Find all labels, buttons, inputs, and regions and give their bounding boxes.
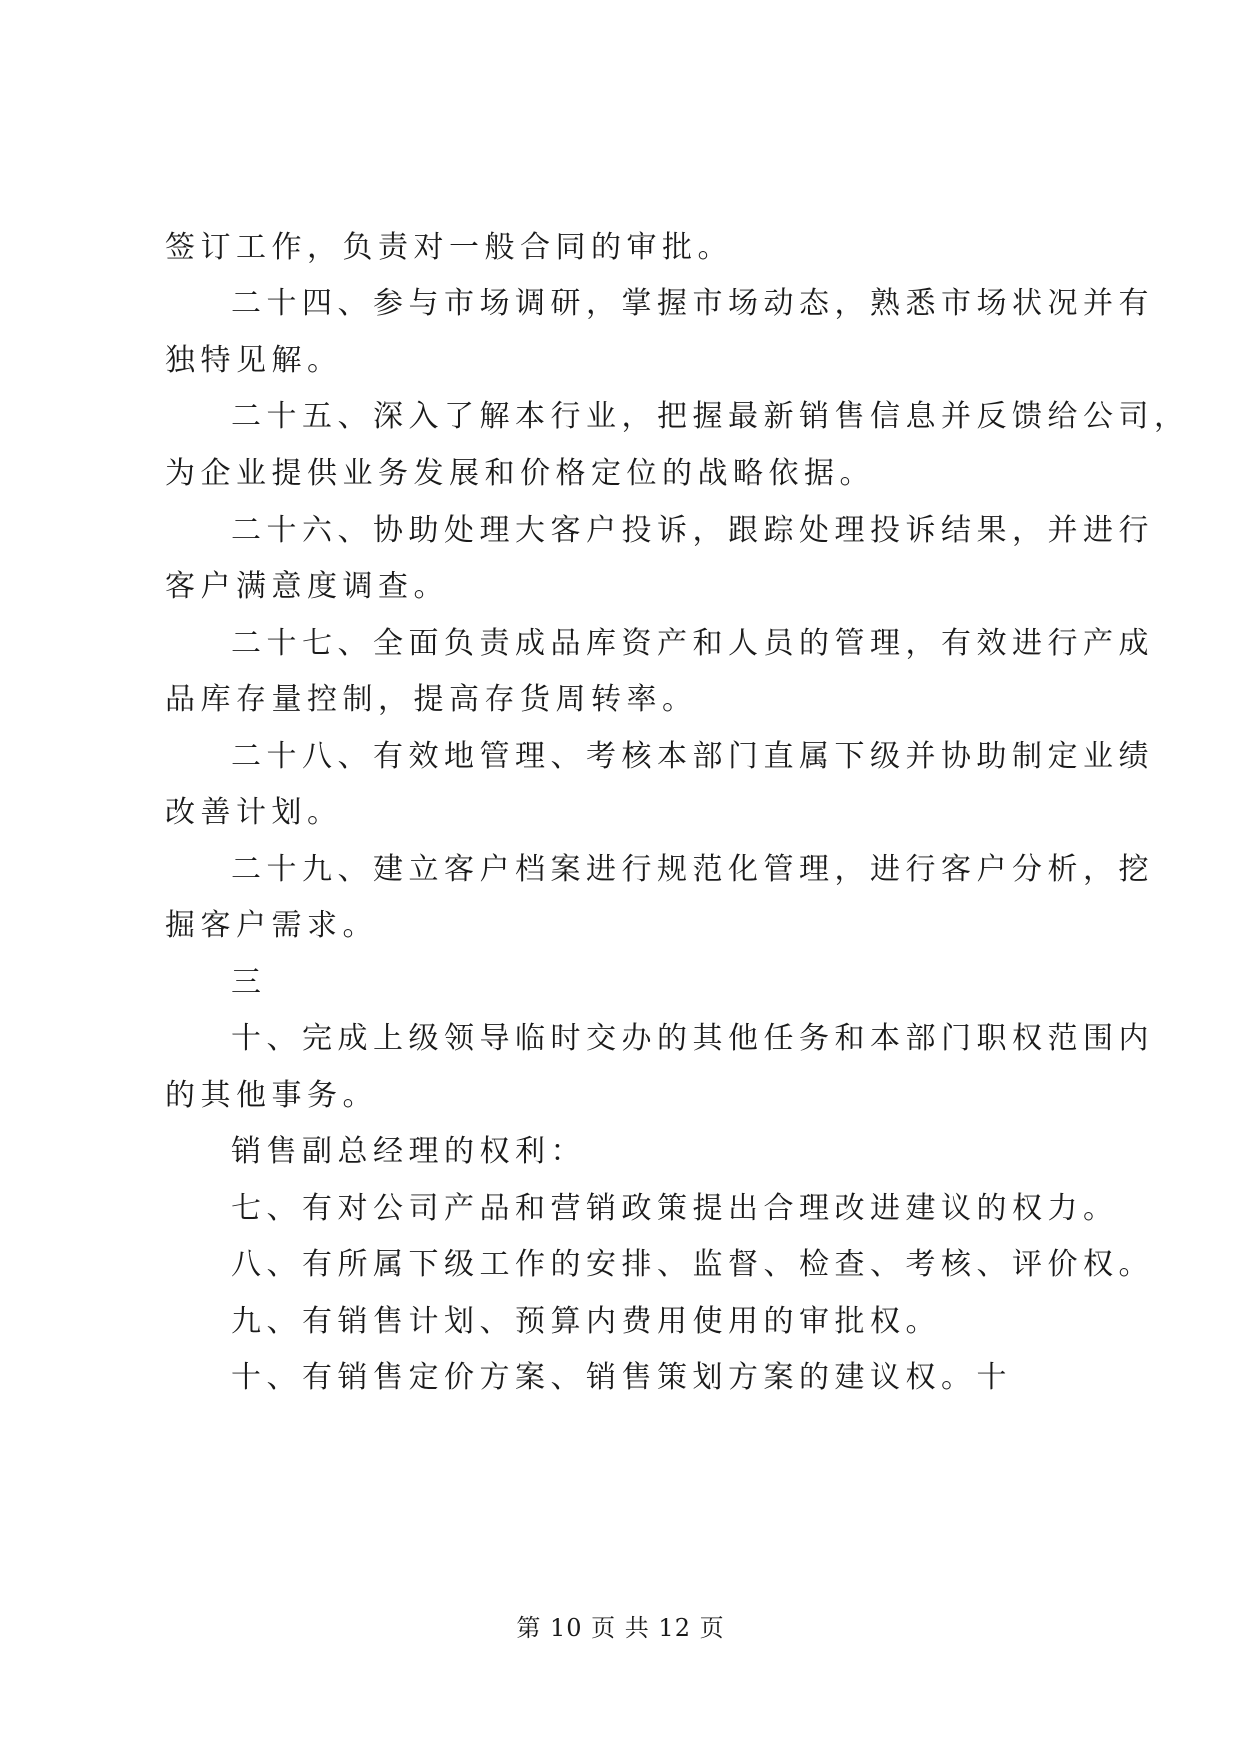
text-line: 掘客户需求。 (165, 908, 378, 943)
page-number-footer: 第 10 页 共 12 页 (516, 1614, 725, 1642)
text-line: 二十四、参与市场调研，掌握市场动态，熟悉市场状况并有 (231, 286, 1154, 321)
text-line: 二十六、协助处理大客户投诉，跟踪处理投诉结果，并进行 (231, 513, 1154, 548)
text-line: 二十七、全面负责成品库资产和人员的管理，有效进行产成 (231, 626, 1154, 661)
text-line: 签订工作，负责对一般合同的审批。 (165, 230, 733, 265)
text-line: 十、有销售定价方案、销售策划方案的建议权。十 (231, 1360, 1012, 1395)
text-line: 销售副总经理的权利： (231, 1134, 586, 1169)
text-line: 二十九、建立客户档案进行规范化管理，进行客户分析，挖 (231, 852, 1154, 887)
text-line: 品库存量控制，提高存货周转率。 (165, 682, 698, 717)
text-line: 三 (231, 965, 267, 1000)
text-line: 为企业提供业务发展和价格定位的战略依据。 (165, 456, 875, 491)
text-line: 七、有对公司产品和营销政策提出合理改进建议的权力。 (231, 1191, 1119, 1226)
text-line: 二十五、深入了解本行业，把握最新销售信息并反馈给公司， (231, 399, 1190, 434)
text-line: 的其他事务。 (165, 1078, 378, 1113)
text-line: 改善计划。 (165, 795, 343, 830)
text-line: 二十八、有效地管理、考核本部门直属下级并协助制定业绩 (231, 739, 1154, 774)
text-line: 八、有所属下级工作的安排、监督、检查、考核、评价权。 (231, 1247, 1154, 1282)
text-line: 十、完成上级领导临时交办的其他任务和本部门职权范围内 (231, 1021, 1154, 1056)
text-line: 独特见解。 (165, 343, 343, 378)
text-line: 客户满意度调查。 (165, 569, 449, 604)
text-line: 九、有销售计划、预算内费用使用的审批权。 (231, 1304, 941, 1339)
